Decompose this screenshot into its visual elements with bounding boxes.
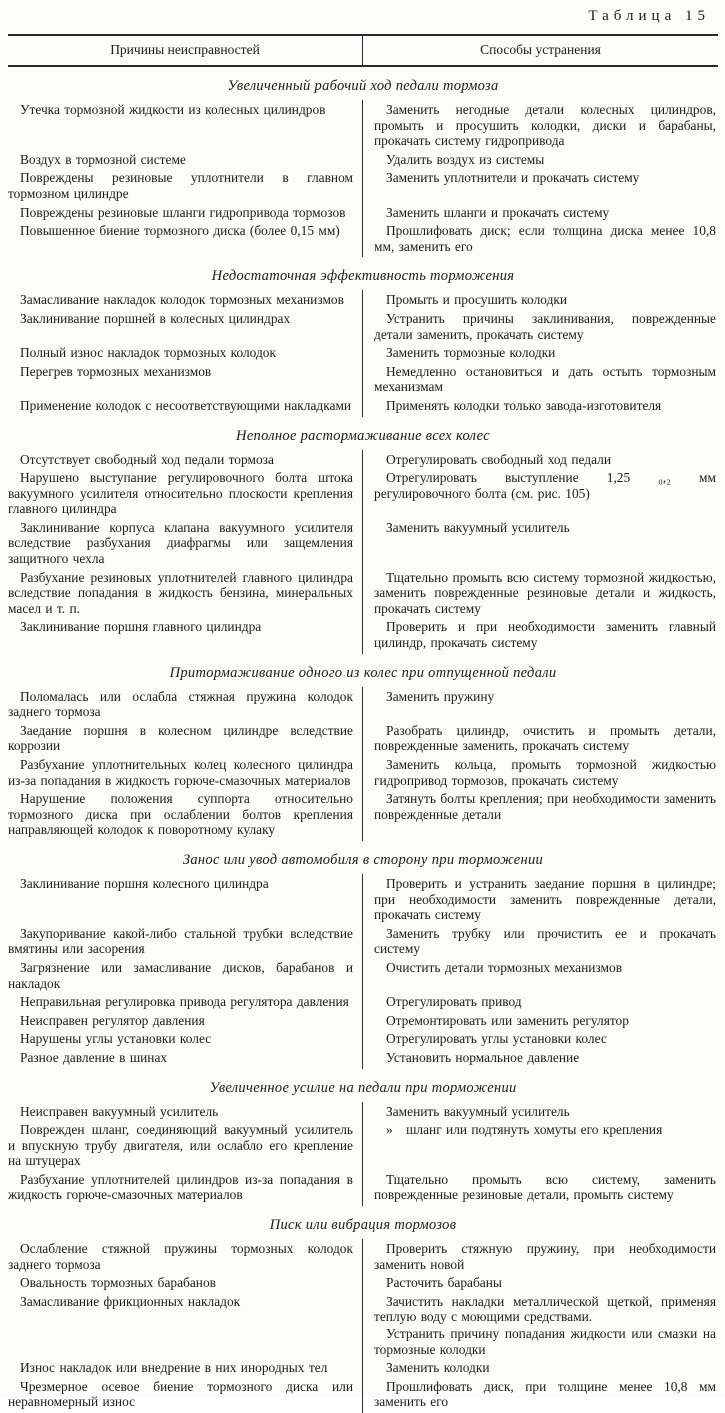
section-heading: Увеличенное усилие на педали при торможении [209,1079,517,1096]
remedy-cell [362,791,718,841]
remedy-cell [362,1104,718,1123]
cause-cell [8,689,362,723]
remedy-text: Немедленно остановиться и дать остыть тормозным механизмам [374,363,716,395]
remedy-text: Применять колодки только завода-изготовителя [386,397,662,413]
cause-cell [8,791,362,841]
remedy-cell [362,1172,718,1206]
cause-text: Разбухание уплотнителей цилиндров из-за попадания в жидкость горюче-смазочных материалов [8,1171,353,1203]
cause-cell [8,452,362,471]
cause-text: Отсутствует свободный ход педали тормоза [20,451,274,467]
remedy-cell [362,723,718,757]
cause-text: Применение колодок с несоответствующими накладками [20,397,352,413]
cause-cell [8,1294,362,1360]
remedy-cell [362,1050,718,1069]
remedy-text: Отрегулировать углы установки колес [386,1031,607,1047]
remedy-text: Удалить воздух из системы [386,151,545,167]
cause-cell [8,205,362,224]
cause-text: Полный износ накладок тормозных колодок [20,345,276,361]
cause-cell [8,1013,362,1032]
cause-text: Ослабление стяжной пружины тормозных колодок заднего тормоза [8,1241,353,1272]
table-section [8,1217,718,1413]
table-section [8,852,718,1069]
remedy-cell [362,1294,718,1360]
remedy-text-2: Устранить причину попадания жидкости или смазки на тормозные колодки [374,1326,716,1357]
remedy-text: Отрегулировать выступление 1,25 ₀,₂ мм регулировочного болта (см. рис. 105) [374,470,716,501]
remedy-cell [362,102,718,152]
cause-cell [8,152,362,171]
remedy-text: Заменить кольца, промыть тормозной жидкостью гидропривод тормозов, прокачать систему [374,757,716,788]
remedy-text: Тщательно промыть всю систему тормозной жидкостью, заменить поврежденные резиновые детали и жидкость, прокачать систему [374,569,716,616]
remedy-cell [362,619,718,653]
remedy-cell [362,570,718,620]
cause-cell [8,1275,362,1294]
remedy-text: Установить нормальное давление [386,1049,580,1065]
remedy-text: Заменить вакуумный усилитель [386,519,570,535]
remedy-cell [362,292,718,311]
section-body [8,102,718,257]
remedy-text: Заменить тормозные колодки [386,345,556,361]
remedy-text: Заменить трубку или прочистить ее и прокачать систему [374,925,716,957]
remedy-cell [362,311,718,345]
cause-text: Закупоривание какой-либо стальной трубки вследствие вмятины или засорения [8,925,353,957]
table-section [8,78,718,257]
section-heading: Занос или увод автомобиля в сторону при торможении [182,851,544,868]
cause-text: Повреждены резиновые шланги гидропривода тормозов [20,204,346,220]
remedy-cell [362,452,718,471]
remedy-cell [362,345,718,364]
cause-text: Неисправен регулятор давления [20,1012,205,1028]
section-heading: Недостаточная эффективность торможения [211,268,515,285]
section-body [8,292,718,416]
remedy-text: Разобрать цилиндр, очистить и промыть детали, поврежденные заменить, прокачать систему [374,722,716,754]
section-body [8,876,718,1069]
cause-text: Замасливание фрикционных накладок [20,1293,241,1309]
cause-cell [8,170,362,204]
table-section [8,665,718,841]
remedy-text: Заменить колодки [386,1360,490,1376]
cause-cell [8,292,362,311]
cause-text: Поврежден шланг, соединяющий вакуумный усилитель и впускную трубу двигателя, или ослабло его крепление на штуцерах [8,1122,353,1169]
section-heading: Неполное растормаживание всех колес [236,427,490,444]
cause-text: Повреждены резиновые уплотнители в главном тормозном цилиндре [8,170,353,201]
cause-cell [8,1031,362,1050]
remedy-text: Отремонтировать или заменить регулятор [386,1012,629,1028]
remedy-text: Заменить негодные детали колесных цилиндров, промыть и просушить колодки, диски и барабаны, прокачать систему гидропривода [374,102,716,149]
cause-text: Заклинивание поршня главного цилиндра [20,619,262,635]
section-body [8,452,718,654]
cause-cell [8,960,362,994]
cause-text: Воздух в тормозной системе [20,151,186,167]
cause-text: Нарушено выступание регулировочного болта штока вакуумного усилителя относительно плоскости крепления главного цилиндра [8,470,353,517]
remedy-text: Расточить барабаны [386,1275,502,1291]
cause-cell [8,1172,362,1206]
remedy-text: Зачистить накладки металлической щеткой, применяя теплую воду с моющими средствами. [374,1293,716,1325]
cause-cell [8,470,362,520]
cause-text: Разбухание уплотнительных колец колесного цилиндра из-за попадания в жидкость горюче-смазочных материалов [8,757,353,788]
remedy-text: Тщательно промыть всю систему, заменить поврежденные резиновые детали, промыть систему [374,1171,716,1203]
cause-cell [8,926,362,960]
column-header-remedies: Способы устранения [362,36,718,65]
cause-cell [8,520,362,570]
table-body [8,78,718,1413]
remedy-text: Устранить причины заклинивания, поврежденные детали заменить, прокачать систему [374,310,716,342]
remedy-cell [362,1275,718,1294]
section-heading: Увеличенный рабочий ход педали тормоза [227,78,499,94]
cause-text: Замасливание накладок колодок тормозных механизмов [20,292,344,308]
cause-text: Неправильная регулировка привода регулятора давления [20,994,349,1010]
remedy-text: Очистить детали тормозных механизмов [386,959,623,975]
cause-cell [8,570,362,620]
cause-cell [8,398,362,417]
cause-text: Неисправен вакуумный усилитель [20,1103,219,1119]
cause-cell [8,876,362,926]
cause-cell [8,102,362,152]
table-section [8,1080,718,1207]
remedy-cell [362,926,718,960]
cause-text: Нарушены углы установки колес [20,1031,212,1047]
remedy-text: Проверить и при необходимости заменить главный цилиндр, прокачать систему [374,619,716,651]
cause-text: Заклинивание поршня колесного цилиндра [20,875,269,891]
remedy-cell [362,170,718,204]
remedy-text: Заменить шланги и прокачать систему [386,204,610,220]
cause-text: Заклинивание поршней в колесных цилиндрах [20,310,291,326]
cause-text: Заедание поршня в колесном цилиндре вследствие коррозии [8,722,353,754]
remedy-cell [362,1031,718,1050]
cause-cell [8,345,362,364]
remedy-cell [362,205,718,224]
remedy-cell [362,1122,718,1172]
cause-text: Нарушение положения суппорта относительно тормозного диска при ослаблении болтов крепления направляющей колодок к поворотному кулаку [8,791,353,838]
remedy-cell [362,223,718,257]
cause-text: Утечка тормозной жидкости из колесных цилиндров [20,102,326,117]
cause-cell [8,994,362,1013]
remedy-text: Заменить вакуумный усилитель [386,1103,570,1119]
remedy-text: Промыть и просушить колодки [386,292,568,308]
remedy-cell [362,520,718,570]
cause-text: Разное давление в шинах [20,1049,168,1065]
cause-text: Загрязнение или замасливание дисков, барабанов и накладок [8,959,353,991]
remedy-cell [362,364,718,398]
remedy-text: Прошлифовать диск, при толщине менее 10,8 мм заменить его [374,1378,716,1410]
remedy-cell [362,994,718,1013]
cause-cell [8,1122,362,1172]
page-title: Таблица 15 [588,8,710,24]
remedy-text: » шланг или подтянуть хомуты его крепления [386,1122,663,1138]
remedy-text: Проверить стяжную пружину, при необходимости заменить новой [374,1241,716,1272]
cause-cell [8,1360,362,1379]
remedy-cell [362,689,718,723]
remedy-cell [362,152,718,171]
remedy-cell [362,1379,718,1413]
cause-cell [8,1241,362,1275]
cause-cell [8,223,362,257]
remedy-cell [362,960,718,994]
remedy-cell [362,398,718,417]
table-section [8,428,718,654]
cause-cell [8,723,362,757]
cause-cell [8,1104,362,1123]
section-heading: Писк или вибрация тормозов [269,1217,457,1234]
cause-text: Повышенное биение тормозного диска (более 0,15 мм) [20,223,340,239]
cause-cell [8,311,362,345]
remedy-cell [362,1241,718,1275]
cause-cell [8,364,362,398]
section-body [8,1241,718,1413]
remedy-cell [362,757,718,791]
remedy-cell [362,470,718,520]
cause-cell [8,619,362,653]
remedy-text: Заменить пружину [386,688,495,704]
cause-text: Заклинивание корпуса клапана вакуумного усилителя вследствие разбухания диафрагмы или защемления защитного чехла [8,519,353,567]
remedy-cell [362,1360,718,1379]
section-body [8,689,718,841]
table-section [8,268,718,416]
cause-cell [8,1379,362,1413]
remedy-cell [362,876,718,926]
cause-text: Перегрев тормозных механизмов [20,363,212,379]
column-header-causes: Причины неисправностей [110,42,260,57]
remedy-text: Прошлифовать диск; если толщина диска менее 10,8 мм, заменить его [374,223,716,254]
cause-text: Поломалась или ослабла стяжная пружина колодок заднего тормоза [8,688,353,720]
remedy-text: Отрегулировать свободный ход педали [386,451,612,467]
remedy-text: Проверить и устранить заедание поршня в цилиндре; при необходимости заменить поврежденные детали, прокачать систему [374,875,716,923]
cause-text: Чрезмерное осевое биение тормозного диска или неравномерный износ [8,1378,353,1410]
cause-text: Разбухание резиновых уплотнителей главного цилиндра вследствие попадания в жидкость бензина, минеральных масел и т. п. [8,569,353,616]
table-header-row [8,34,718,67]
remedy-text: Затянуть болты крепления; при необходимости заменить поврежденные детали [374,791,716,822]
cause-text: Износ накладок или внедрение в них инородных тел [20,1360,328,1376]
section-heading: Притормаживание одного из колес при отпущенной педали [169,664,557,681]
remedy-text: Заменить уплотнители и прокачать систему [386,170,640,186]
cause-cell [8,757,362,791]
remedy-text: Отрегулировать привод [386,994,522,1010]
remedy-cell [362,1013,718,1032]
cause-cell [8,1050,362,1069]
cause-text: Овальность тормозных барабанов [20,1275,216,1291]
section-body [8,1104,718,1207]
